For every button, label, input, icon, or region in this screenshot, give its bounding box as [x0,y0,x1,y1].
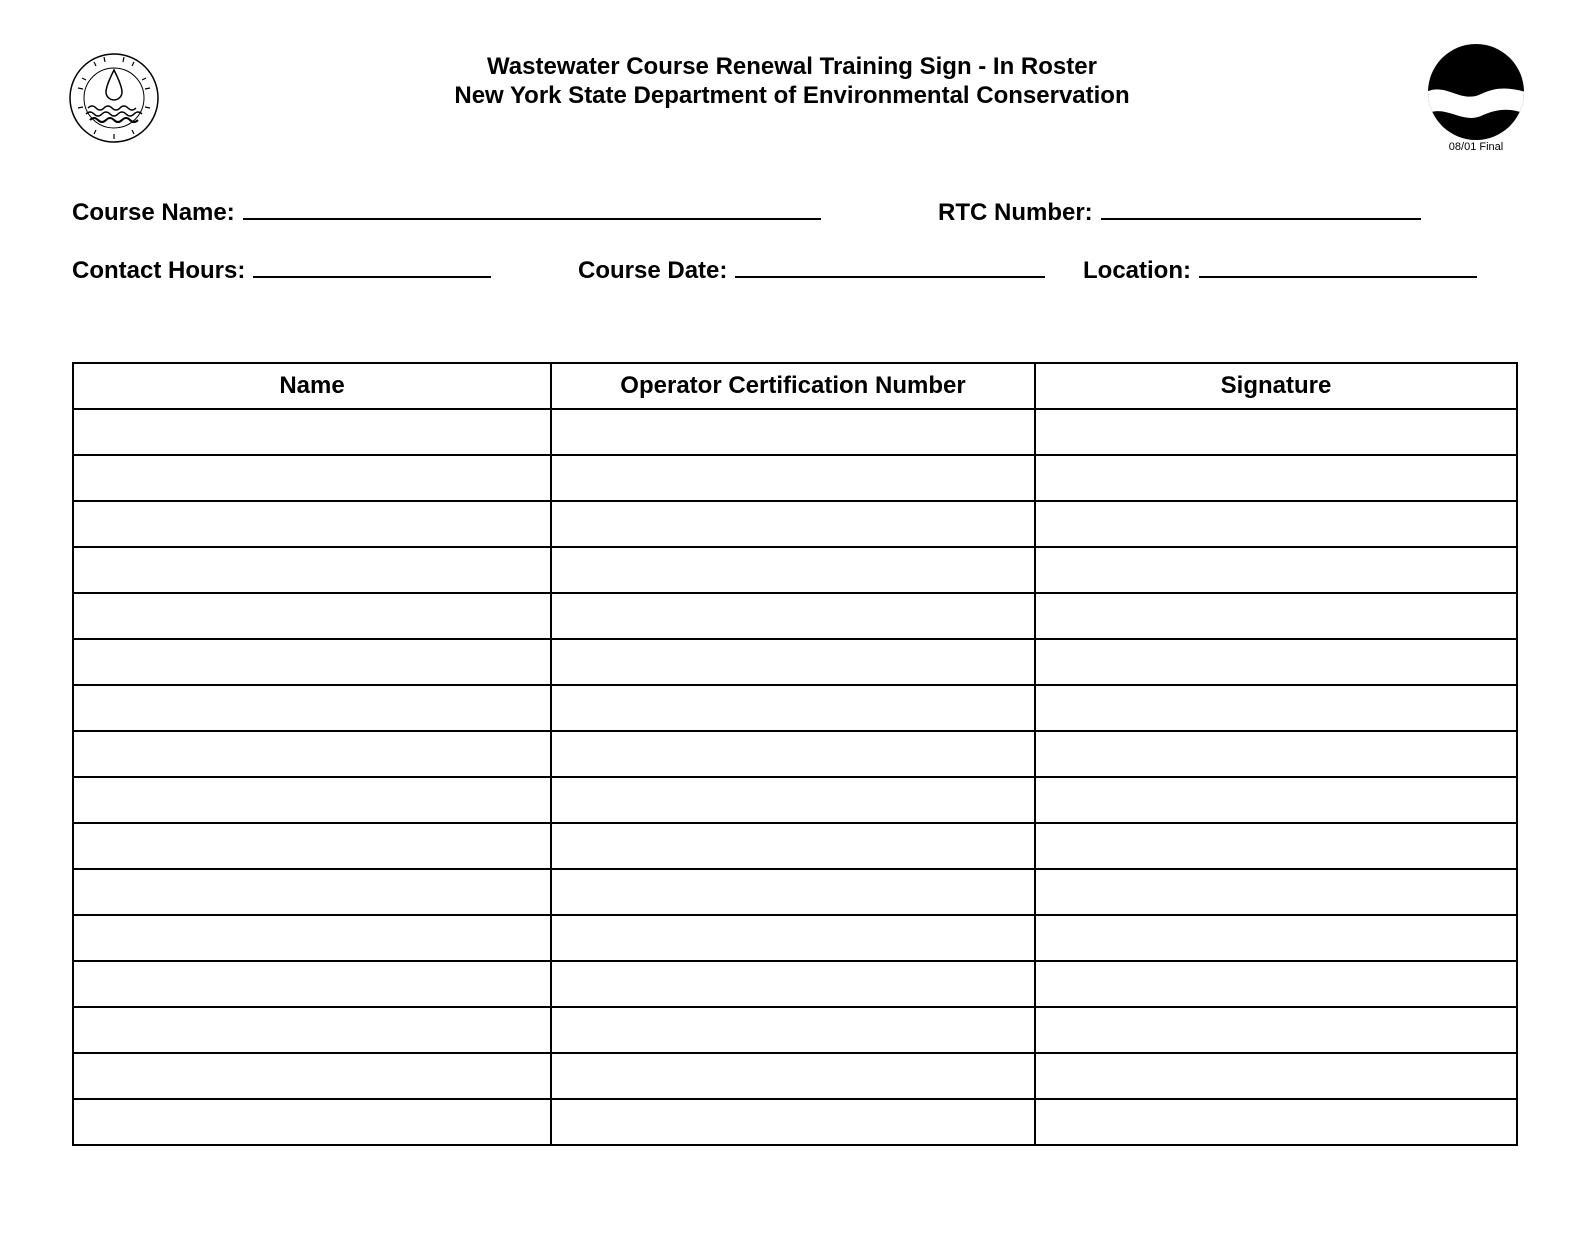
contact-hours-label: Contact Hours: [72,257,246,284]
certification-number-cell[interactable] [551,1099,1035,1145]
rtc-number-line[interactable] [1101,196,1421,220]
table-row [73,639,1517,685]
sign-in-roster-table [72,362,1518,1146]
name-cell[interactable] [73,1099,551,1145]
name-cell[interactable] [73,547,551,593]
certification-number-cell[interactable] [551,639,1035,685]
certification-number-cell[interactable] [551,777,1035,823]
column-header-certification-number: Operator Certification Number [551,363,1035,409]
certification-number-cell[interactable] [551,823,1035,869]
name-cell[interactable] [73,869,551,915]
certification-number-cell[interactable] [551,915,1035,961]
table-row [73,1099,1517,1145]
rtc-number-field[interactable] [938,196,1421,227]
certification-number-cell[interactable] [551,455,1035,501]
table-row [73,869,1517,915]
location-label: Location: [1083,257,1191,284]
signature-cell[interactable] [1035,685,1517,731]
column-header-name: Name [73,363,551,409]
name-cell[interactable] [73,639,551,685]
certification-number-cell[interactable] [551,685,1035,731]
course-name-label: Course Name: [72,199,235,226]
certification-number-cell[interactable] [551,1007,1035,1053]
certification-number-cell[interactable] [551,501,1035,547]
name-cell[interactable] [73,1053,551,1099]
title-line-2: New York State Department of Environmental Conservation [454,82,1130,109]
table-row [73,593,1517,639]
course-name-field[interactable] [72,196,821,227]
signature-cell[interactable] [1035,501,1517,547]
course-date-field[interactable] [578,254,1045,285]
table-row [73,777,1517,823]
signature-cell[interactable] [1035,1099,1517,1145]
name-cell[interactable] [73,823,551,869]
certification-number-cell[interactable] [551,547,1035,593]
name-cell[interactable] [73,915,551,961]
name-cell[interactable] [73,593,551,639]
signature-cell[interactable] [1035,409,1517,455]
location-field[interactable] [1083,254,1477,285]
contact-hours-line[interactable] [253,254,491,278]
name-cell[interactable] [73,961,551,1007]
table-row [73,409,1517,455]
signature-cell[interactable] [1035,593,1517,639]
table-row [73,1007,1517,1053]
signature-cell[interactable] [1035,961,1517,1007]
form-version: 08/01 Final [1448,141,1504,153]
signature-cell[interactable] [1035,1053,1517,1099]
title-line-1: Wastewater Course Renewal Training Sign - In Roster [487,53,1097,80]
roster-body [73,409,1517,1145]
signature-cell[interactable] [1035,731,1517,777]
signature-cell[interactable] [1035,639,1517,685]
document-title [0,52,1584,110]
table-row [73,455,1517,501]
name-cell[interactable] [73,685,551,731]
signature-cell[interactable] [1035,1007,1517,1053]
table-row [73,501,1517,547]
certification-number-cell[interactable] [551,869,1035,915]
location-line[interactable] [1199,254,1477,278]
table-row [73,547,1517,593]
course-name-line[interactable] [243,196,821,220]
name-cell[interactable] [73,1007,551,1053]
signature-cell[interactable] [1035,547,1517,593]
name-cell[interactable] [73,777,551,823]
contact-hours-field[interactable] [72,254,491,285]
column-header-signature: Signature [1035,363,1517,409]
certification-number-cell[interactable] [551,1053,1035,1099]
table-row [73,1053,1517,1099]
table-row [73,685,1517,731]
certification-number-cell[interactable] [551,409,1035,455]
name-cell[interactable] [73,501,551,547]
name-cell[interactable] [73,455,551,501]
name-cell[interactable] [73,409,551,455]
certification-number-cell[interactable] [551,593,1035,639]
table-row [73,823,1517,869]
table-header-row [73,363,1517,409]
name-cell[interactable] [73,731,551,777]
certification-number-cell[interactable] [551,961,1035,1007]
signature-cell[interactable] [1035,915,1517,961]
table-row [73,961,1517,1007]
table-row [73,731,1517,777]
signature-cell[interactable] [1035,777,1517,823]
rtc-number-label: RTC Number: [938,199,1093,226]
course-date-label: Course Date: [578,257,728,284]
certification-number-cell[interactable] [551,731,1035,777]
dec-wave-logo-icon [1426,42,1526,142]
signature-cell[interactable] [1035,455,1517,501]
signature-cell[interactable] [1035,869,1517,915]
table-row [73,915,1517,961]
course-date-line[interactable] [735,254,1045,278]
signature-cell[interactable] [1035,823,1517,869]
